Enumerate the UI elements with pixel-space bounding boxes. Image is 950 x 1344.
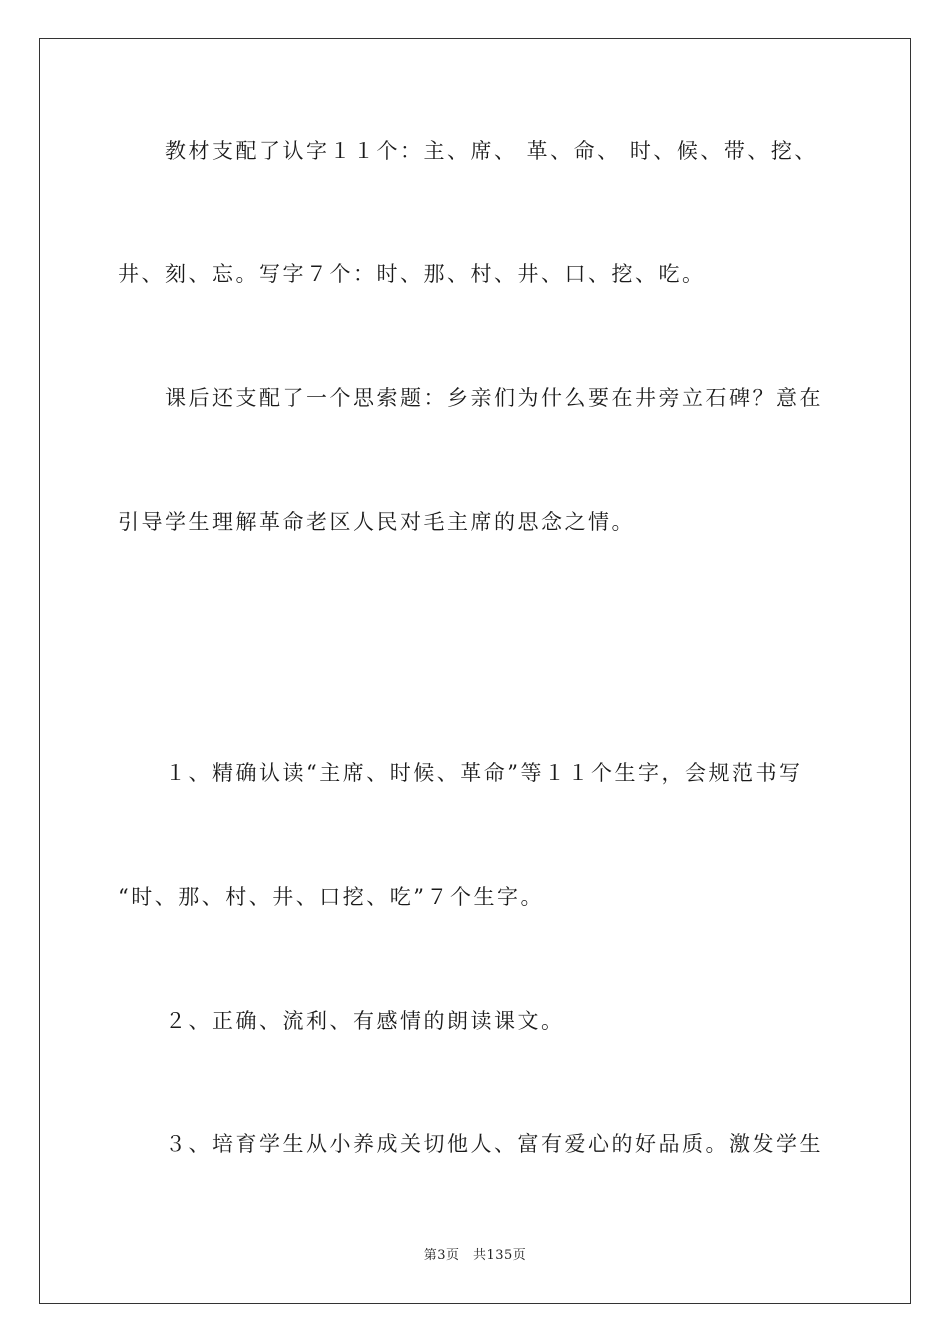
paragraph-line-4: 引导学生理解革命老区人民对毛主席的思念之情。 [118, 510, 635, 534]
page-footer: 第3页 共135页 [423, 1248, 527, 1263]
paragraph-line-3: 课后还支配了一个思索题：乡亲们为什么要在井旁立石碑？意在 [118, 386, 823, 410]
page-border [39, 38, 911, 1304]
paragraph-line-5: １、精确认读“主席、时候、革命”等１１个生字，会规范书写 [118, 761, 803, 785]
paragraph-line-8: ３、培育学生从小养成关切他人、富有爱心的好品质。激发学生 [118, 1132, 823, 1156]
paragraph-line-7: ２、正确、流利、有感情的朗读课文。 [118, 1009, 565, 1033]
paragraph-line-2: 井、刻、忘。写字７个：时、那、村、井、口、挖、吃。 [118, 262, 706, 286]
paragraph-line-6: “时、那、村、井、口挖、吃”７个生字。 [118, 885, 544, 909]
paragraph-line-1: 教材支配了认字１１个：主、席、 革、命、 时、候、带、挖、 [118, 139, 818, 163]
